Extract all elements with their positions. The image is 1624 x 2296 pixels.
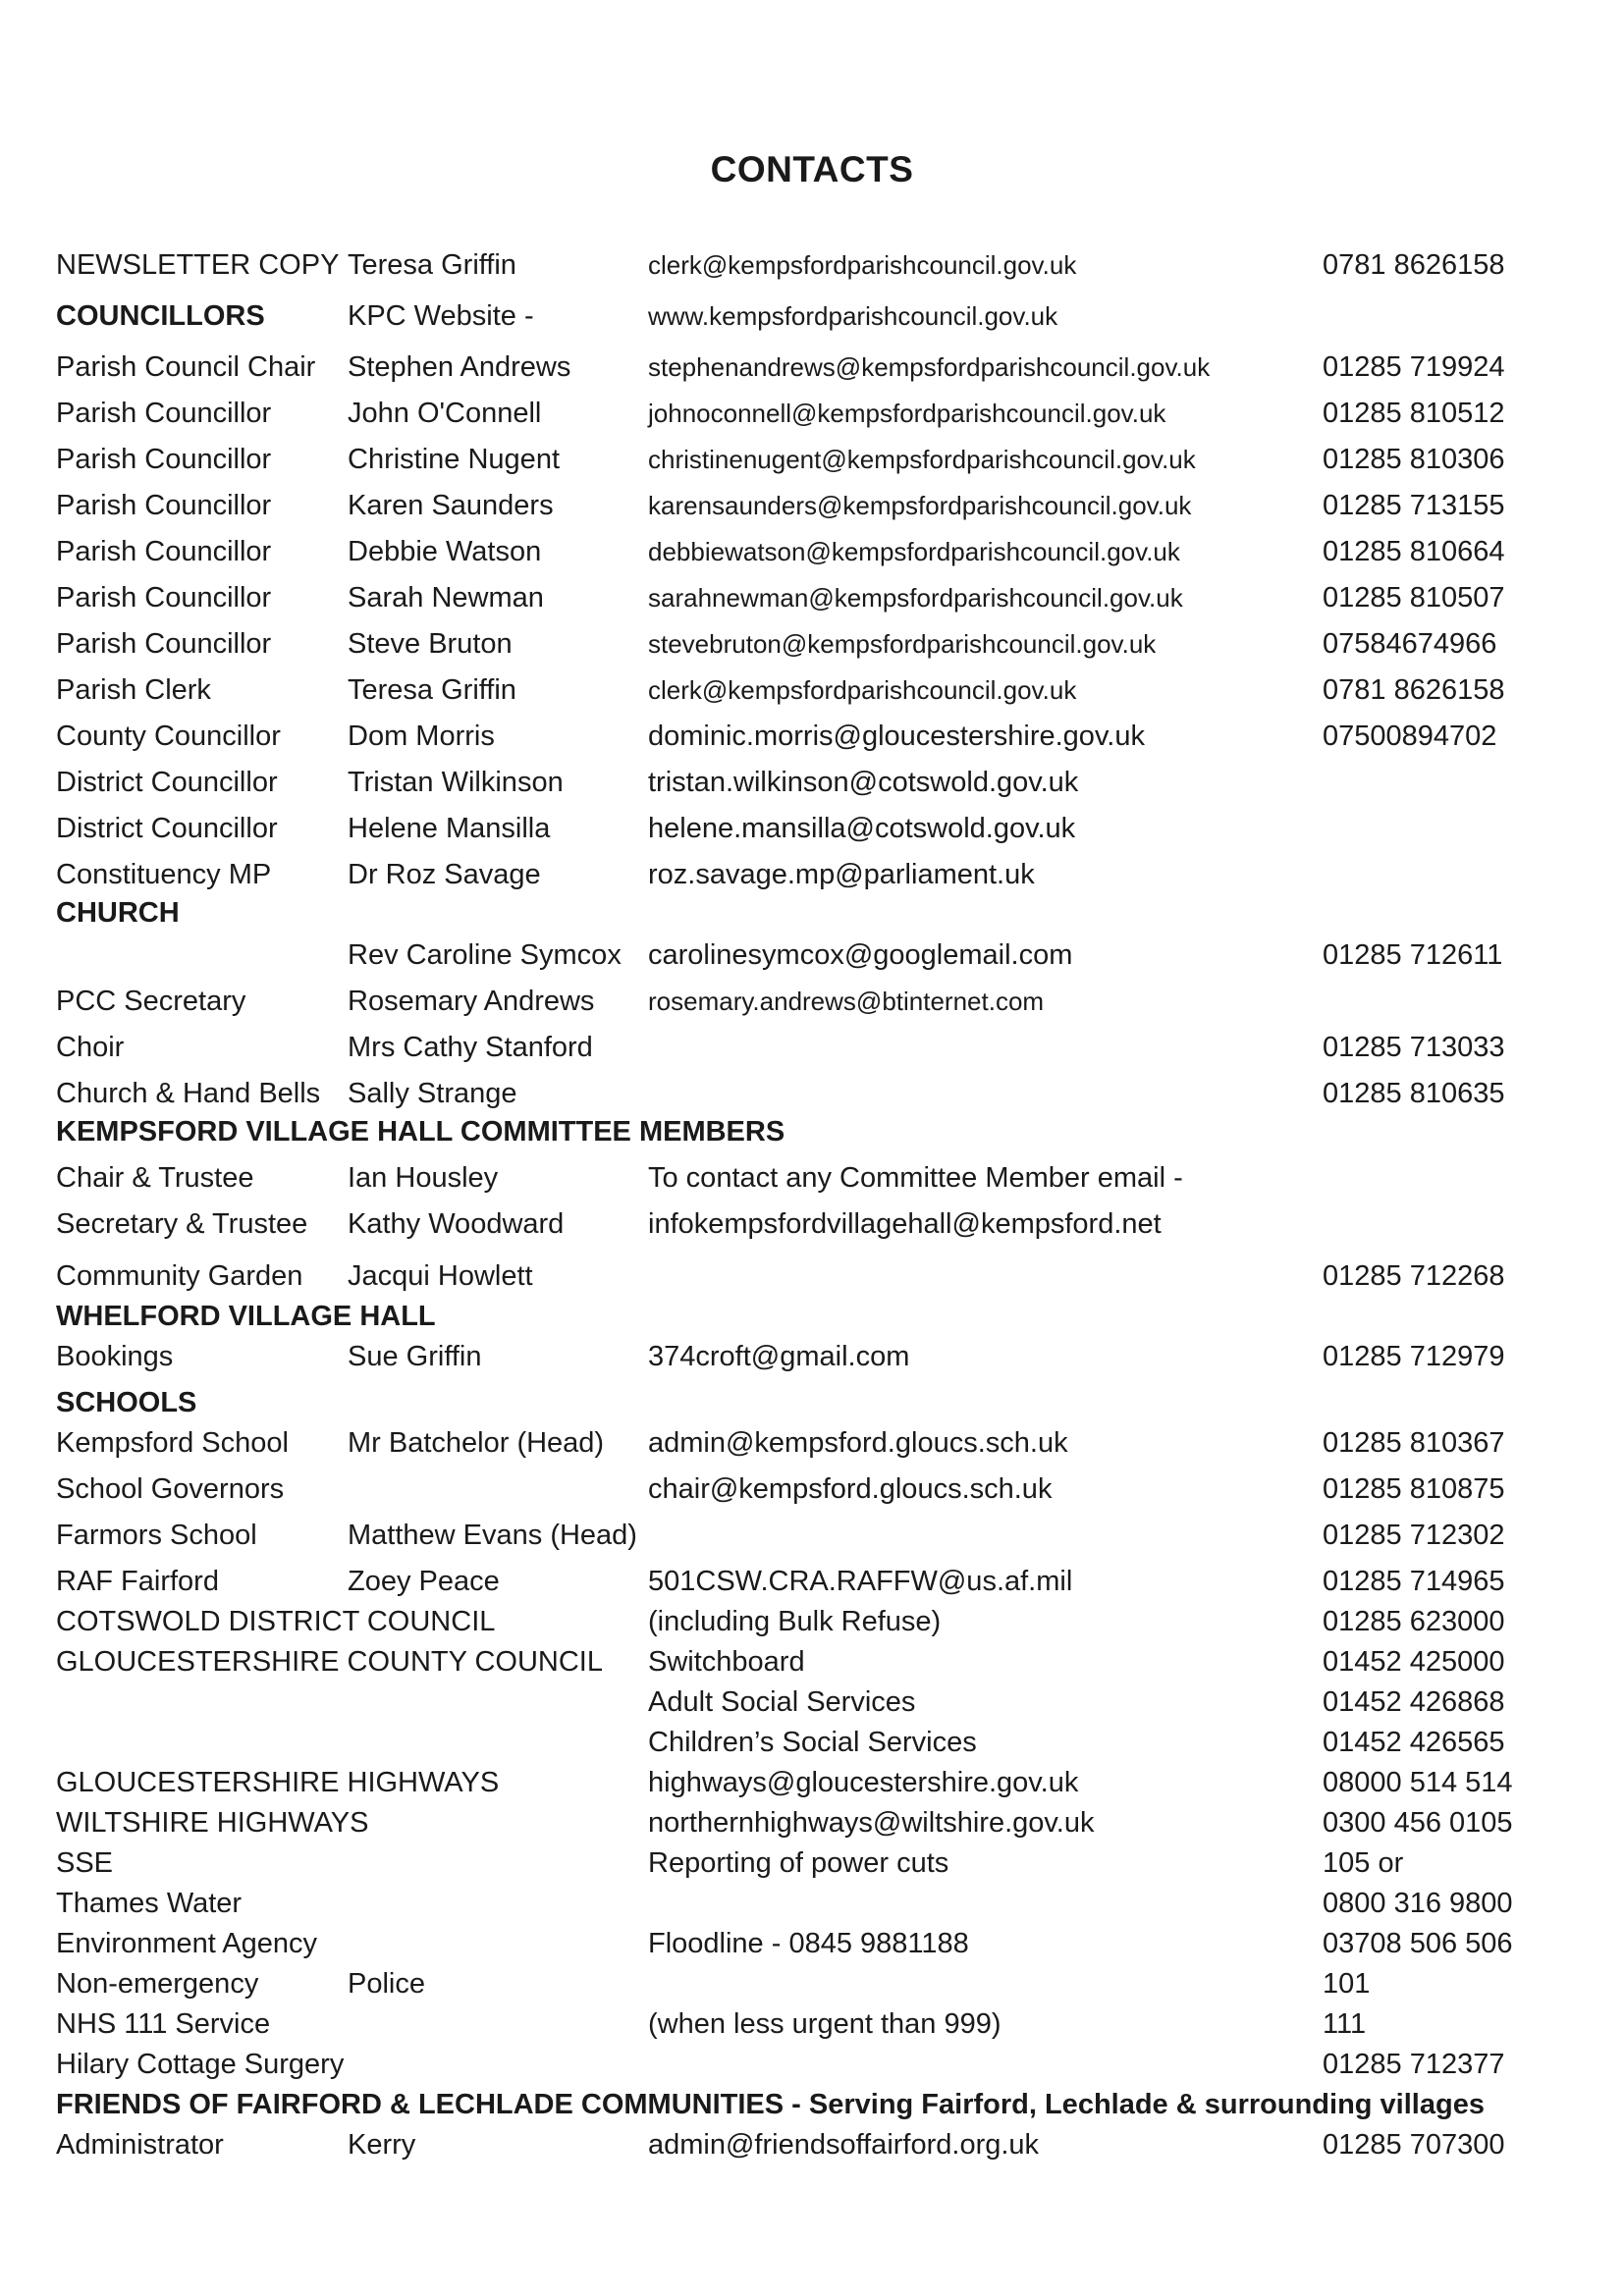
contact-row xyxy=(0,809,1624,848)
person-name: Matthew Evans (Head) xyxy=(348,1520,637,1551)
phone-number: 07584674966 xyxy=(1323,628,1497,660)
contact-detail: (including Bulk Refuse) xyxy=(648,1606,942,1637)
role-label: School Governors xyxy=(56,1473,285,1505)
person-name: KPC Website - xyxy=(348,300,534,332)
phone-number: 0781 8626158 xyxy=(1323,674,1505,706)
role-label: Parish Councillor xyxy=(56,444,272,475)
role-label: PCC Secretary xyxy=(56,986,246,1017)
contact-row xyxy=(0,296,1624,336)
person-name: Police xyxy=(348,1968,425,2000)
section-heading: WHELFORD VILLAGE HALL xyxy=(56,1301,436,1332)
phone-number: 01285 712611 xyxy=(1323,939,1503,971)
person-name: Debbie Watson xyxy=(348,536,542,567)
contact-row xyxy=(0,855,1624,894)
contact-row xyxy=(0,1204,1624,1244)
person-name: Dr Roz Savage xyxy=(348,859,541,890)
phone-number: 01285 707300 xyxy=(1323,2129,1505,2161)
phone-number: 07500894702 xyxy=(1323,721,1497,752)
contact-detail: karensaunders@kempsfordparishcouncil.gov.uk xyxy=(648,491,1192,520)
contact-row xyxy=(0,440,1624,479)
role-label: Constituency MP xyxy=(56,859,272,890)
phone-number: 01285 810367 xyxy=(1323,1427,1505,1459)
person-name: Mrs Cathy Stanford xyxy=(348,1032,593,1063)
contact-detail: highways@gloucestershire.gov.uk xyxy=(648,1767,1079,1798)
phone-number: 01285 719924 xyxy=(1323,351,1505,383)
person-name: Sue Griffin xyxy=(348,1341,482,1372)
person-name: Sally Strange xyxy=(348,1078,517,1109)
contact-detail: dominic.morris@gloucestershire.gov.uk xyxy=(648,721,1145,752)
contact-detail: debbiewatson@kempsfordparishcouncil.gov.uk xyxy=(648,537,1180,566)
person-name: Jacqui Howlett xyxy=(348,1260,533,1292)
role-label: Choir xyxy=(56,1032,125,1063)
contact-detail: carolinesymcox@googlemail.com xyxy=(648,939,1073,971)
role-label: NEWSLETTER COPY xyxy=(56,249,340,281)
role-label: WILTSHIRE HIGHWAYS xyxy=(56,1807,369,1839)
contact-detail: clerk@kempsfordparishcouncil.gov.uk xyxy=(648,675,1077,705)
contact-detail: clerk@kempsfordparishcouncil.gov.uk xyxy=(648,250,1077,280)
phone-number: 0800 316 9800 xyxy=(1323,1888,1513,1919)
phone-number: 01285 623000 xyxy=(1323,1606,1505,1637)
contact-detail: admin@friendsoffairford.org.uk xyxy=(648,2129,1040,2161)
person-name: Rosemary Andrews xyxy=(348,986,595,1017)
contact-row xyxy=(0,982,1624,1021)
phone-number: 01285 712302 xyxy=(1323,1520,1505,1551)
role-label: Hilary Cottage Surgery xyxy=(56,2049,345,2080)
role-label: Administrator xyxy=(56,2129,224,2161)
person-name: Sarah Newman xyxy=(348,582,544,614)
person-name: Kerry xyxy=(348,2129,416,2161)
contact-row xyxy=(0,935,1624,975)
role-label: Parish Councillor xyxy=(56,628,272,660)
contact-detail: johnoconnell@kempsfordparishcouncil.gov.uk xyxy=(648,399,1166,428)
contact-row xyxy=(0,1723,1624,1762)
contact-row xyxy=(0,1469,1624,1509)
person-name: Mr Batchelor (Head) xyxy=(348,1427,605,1459)
contact-row xyxy=(0,1843,1624,1883)
contact-detail: sarahnewman@kempsfordparishcouncil.gov.uk xyxy=(648,583,1183,613)
phone-number: 01285 810664 xyxy=(1323,536,1505,567)
role-label: Non-emergency xyxy=(56,1968,259,2000)
page-title: CONTACTS xyxy=(710,149,914,189)
contact-row xyxy=(0,2045,1624,2084)
role-label: Church & Hand Bells xyxy=(56,1078,321,1109)
role-label: RAF Fairford xyxy=(56,1566,219,1597)
person-name: Steve Bruton xyxy=(348,628,513,660)
phone-number: 0781 8626158 xyxy=(1323,249,1505,281)
person-name: John O'Connell xyxy=(348,398,542,429)
contact-row xyxy=(0,1516,1624,1555)
phone-number: 01285 714965 xyxy=(1323,1566,1505,1597)
role-label: NHS 111 Service xyxy=(56,2008,271,2040)
role-label: Environment Agency xyxy=(56,1928,317,1959)
section-heading: KEMPSFORD VILLAGE HALL COMMITTEE MEMBERS xyxy=(56,1116,785,1148)
role-label: Community Garden xyxy=(56,1260,303,1292)
contact-detail: stevebruton@kempsfordparishcouncil.gov.uk xyxy=(648,629,1157,659)
contact-detail: 374croft@gmail.com xyxy=(648,1341,910,1372)
role-label: Parish Councillor xyxy=(56,536,272,567)
phone-number: 01285 713033 xyxy=(1323,1032,1505,1063)
contact-row xyxy=(0,532,1624,571)
phone-number: 01285 712377 xyxy=(1323,2049,1505,2080)
role-label: Chair & Trustee xyxy=(56,1162,254,1194)
contact-row xyxy=(0,717,1624,756)
contact-row xyxy=(0,2004,1624,2044)
phone-number: 01285 713155 xyxy=(1323,490,1505,521)
role-label: SSE xyxy=(56,1847,114,1879)
contact-detail: stephenandrews@kempsfordparishcouncil.gov.uk xyxy=(648,352,1211,382)
contact-row xyxy=(0,2125,1624,2164)
phone-number: 01452 425000 xyxy=(1323,1646,1505,1678)
phone-number: 08000 514 514 xyxy=(1323,1767,1513,1798)
contact-row xyxy=(0,1602,1624,1641)
contact-detail: Children’s Social Services xyxy=(648,1727,977,1758)
contact-row xyxy=(0,763,1624,802)
phone-number: 101 xyxy=(1323,1968,1371,2000)
contact-row xyxy=(0,1074,1624,1113)
role-label: Secretary & Trustee xyxy=(56,1208,308,1240)
phone-number: 01285 810306 xyxy=(1323,444,1505,475)
role-label: COUNCILLORS xyxy=(56,300,265,332)
contact-detail: tristan.wilkinson@cotswold.gov.uk xyxy=(648,767,1079,798)
phone-number: 01285 712268 xyxy=(1323,1260,1505,1292)
person-name: Ian Housley xyxy=(348,1162,499,1194)
phone-number: 01285 810875 xyxy=(1323,1473,1505,1505)
contact-row xyxy=(0,1337,1624,1376)
contact-detail: roz.savage.mp@parliament.uk xyxy=(648,859,1035,890)
phone-number: 01285 810635 xyxy=(1323,1078,1505,1109)
contact-row xyxy=(0,1642,1624,1682)
role-label: Farmors School xyxy=(56,1520,257,1551)
contact-row xyxy=(0,394,1624,433)
contact-row xyxy=(0,1682,1624,1722)
contact-row xyxy=(0,624,1624,664)
contact-detail: northernhighways@wiltshire.gov.uk xyxy=(648,1807,1095,1839)
person-name: Tristan Wilkinson xyxy=(348,767,564,798)
contact-row xyxy=(0,1763,1624,1802)
person-name: Zoey Peace xyxy=(348,1566,500,1597)
contact-row xyxy=(0,1256,1624,1296)
phone-number: 01285 810512 xyxy=(1323,398,1505,429)
phone-number: 03708 506 506 xyxy=(1323,1928,1513,1959)
phone-number: 111 xyxy=(1323,2008,1367,2040)
person-name: Karen Saunders xyxy=(348,490,554,521)
role-label: Bookings xyxy=(56,1341,174,1372)
phone-number: 01285 712979 xyxy=(1323,1341,1505,1372)
role-label: District Councillor xyxy=(56,767,278,798)
contact-detail: Reporting of power cuts xyxy=(648,1847,949,1879)
contact-detail: chair@kempsford.gloucs.sch.uk xyxy=(648,1473,1053,1505)
contact-row xyxy=(0,1423,1624,1463)
role-label: Parish Councillor xyxy=(56,582,272,614)
contact-row xyxy=(0,1964,1624,2003)
contact-row xyxy=(0,578,1624,617)
role-label: Thames Water xyxy=(56,1888,243,1919)
person-name: Rev Caroline Symcox xyxy=(348,939,622,971)
contact-row xyxy=(0,1562,1624,1601)
section-heading: SCHOOLS xyxy=(56,1387,197,1418)
section-heading: FRIENDS OF FAIRFORD & LECHLADE COMMUNITIES - Serving Fairford, Lechlade & surrounding villages xyxy=(56,2089,1485,2120)
person-name: Teresa Griffin xyxy=(348,674,516,706)
phone-number: 01452 426868 xyxy=(1323,1686,1505,1718)
role-label: Kempsford School xyxy=(56,1427,289,1459)
contact-detail: Adult Social Services xyxy=(648,1686,916,1718)
role-label: Parish Councillor xyxy=(56,490,272,521)
person-name: Helene Mansilla xyxy=(348,813,551,844)
contact-row xyxy=(0,1803,1624,1842)
contact-detail: (when less urgent than 999) xyxy=(648,2008,1001,2040)
contact-detail: infokempsfordvillagehall@kempsford.net xyxy=(648,1208,1162,1240)
role-label: County Councillor xyxy=(56,721,281,752)
phone-number: 01452 426565 xyxy=(1323,1727,1505,1758)
contact-row xyxy=(0,670,1624,710)
phone-number: 01285 810507 xyxy=(1323,582,1505,614)
phone-number: 105 or xyxy=(1323,1847,1404,1879)
person-name: Kathy Woodward xyxy=(348,1208,565,1240)
contact-detail: rosemary.andrews@btinternet.com xyxy=(648,987,1045,1016)
role-label: Parish Clerk xyxy=(56,674,211,706)
role-label: GLOUCESTERSHIRE COUNTY COUNCIL xyxy=(56,1646,603,1678)
contact-row xyxy=(0,1158,1624,1198)
section-heading: CHURCH xyxy=(56,897,180,929)
person-name: Stephen Andrews xyxy=(348,351,571,383)
role-label: COTSWOLD DISTRICT COUNCIL xyxy=(56,1606,496,1637)
contact-detail: admin@kempsford.gloucs.sch.uk xyxy=(648,1427,1068,1459)
contact-row xyxy=(0,1884,1624,1923)
contact-detail: To contact any Committee Member email - xyxy=(648,1162,1183,1194)
contact-detail: Switchboard xyxy=(648,1646,805,1678)
role-label: GLOUCESTERSHIRE HIGHWAYS xyxy=(56,1767,500,1798)
role-label: District Councillor xyxy=(56,813,278,844)
contact-detail: helene.mansilla@cotswold.gov.uk xyxy=(648,813,1076,844)
contact-row xyxy=(0,1028,1624,1067)
contact-detail: Floodline - 0845 9881188 xyxy=(648,1928,969,1959)
person-name: Teresa Griffin xyxy=(348,249,516,281)
contact-row xyxy=(0,486,1624,525)
contact-row xyxy=(0,1924,1624,1963)
contact-detail: www.kempsfordparishcouncil.gov.uk xyxy=(648,301,1058,331)
contact-detail: 501CSW.CRA.RAFFW@us.af.mil xyxy=(648,1566,1073,1597)
role-label: Parish Council Chair xyxy=(56,351,316,383)
contact-detail: christinenugent@kempsfordparishcouncil.gov.uk xyxy=(648,445,1196,474)
person-name: Christine Nugent xyxy=(348,444,560,475)
contact-row xyxy=(0,347,1624,387)
contact-row xyxy=(0,245,1624,285)
phone-number: 0300 456 0105 xyxy=(1323,1807,1513,1839)
person-name: Dom Morris xyxy=(348,721,495,752)
role-label: Parish Councillor xyxy=(56,398,272,429)
